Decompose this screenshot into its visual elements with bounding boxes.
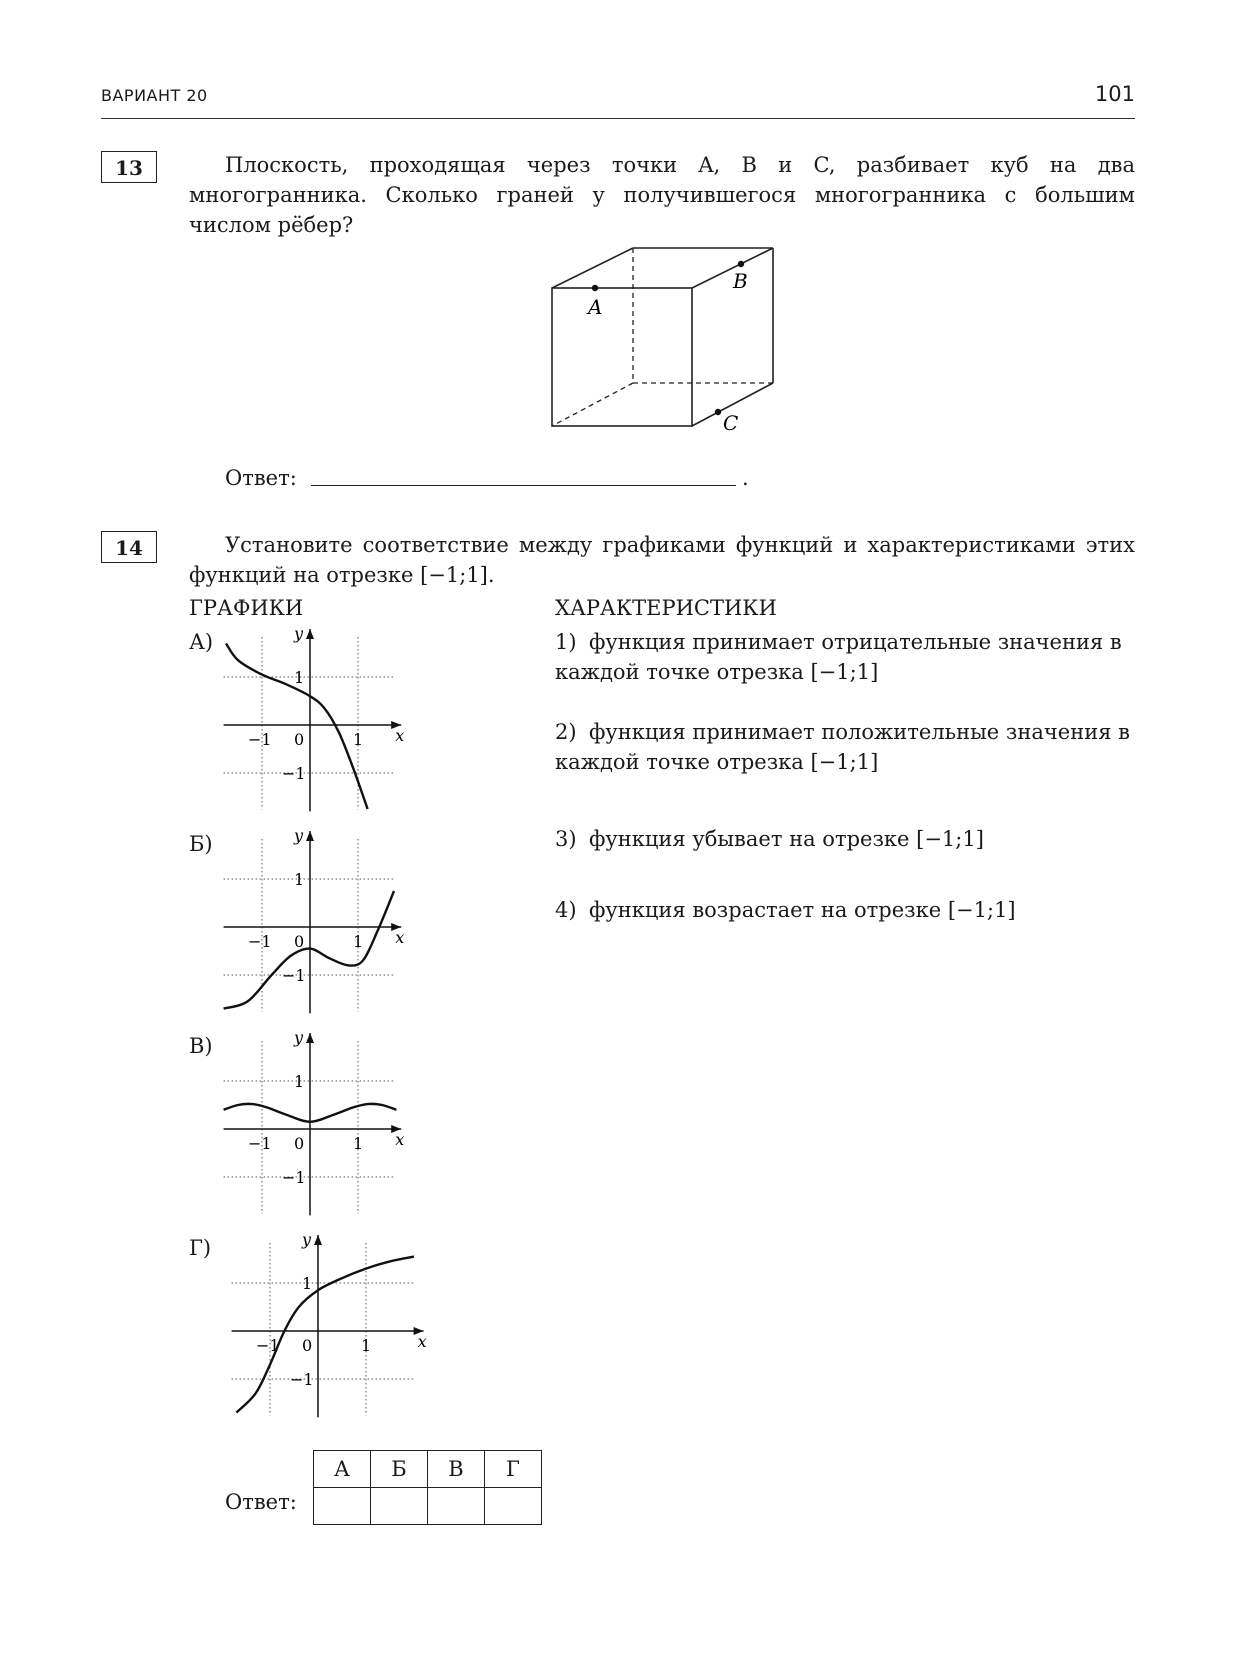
tick-label-x-one: 1 bbox=[353, 1134, 364, 1153]
tick-label-y-minus-one: −1 bbox=[282, 966, 306, 985]
graph-b bbox=[230, 826, 430, 1022]
tick-label-x-one: 1 bbox=[353, 730, 364, 749]
tick-label-x-minus-one: −1 bbox=[248, 730, 272, 749]
header-rule bbox=[101, 118, 1135, 119]
answer-col-g: Г bbox=[485, 1451, 542, 1488]
tick-label-x-one: 1 bbox=[361, 1336, 372, 1355]
answer-cell-a[interactable] bbox=[314, 1488, 371, 1525]
graph-g-label: Г) bbox=[189, 1236, 212, 1260]
point-b-label: B bbox=[733, 269, 748, 293]
characteristics-title: ХАРАКТЕРИСТИКИ bbox=[555, 596, 777, 620]
answer-col-v: В bbox=[428, 1451, 485, 1488]
y-axis-label: y bbox=[294, 624, 304, 643]
characteristic-2: 2) функция принимает положительные значения в каждой точке отрезка [−1;1] bbox=[555, 720, 1130, 774]
tick-label-y-one: 1 bbox=[294, 668, 305, 687]
y-axis-arrow bbox=[314, 1235, 322, 1245]
x-axis-label: x bbox=[417, 1332, 427, 1351]
characteristic-4: 4) функция возрастает на отрезке [−1;1] bbox=[555, 898, 1016, 922]
tick-label-x-one: 1 bbox=[353, 932, 364, 951]
tick-label-y-one: 1 bbox=[302, 1274, 313, 1293]
page-number: 101 bbox=[1094, 82, 1135, 106]
task-14-answer-label: Ответ: bbox=[225, 1490, 297, 1514]
cube-hidden-edge bbox=[552, 383, 633, 426]
graph-a bbox=[230, 624, 430, 820]
answer-table bbox=[313, 1450, 542, 1525]
tick-label-origin: 0 bbox=[302, 1336, 313, 1355]
answer-col-a: А bbox=[314, 1451, 371, 1488]
tick-label-y-minus-one: −1 bbox=[282, 1168, 306, 1187]
tick-label-y-minus-one: −1 bbox=[282, 764, 306, 783]
answer-table-header-row bbox=[314, 1451, 542, 1488]
graph-v-label: В) bbox=[189, 1034, 213, 1058]
point-c-label: C bbox=[723, 411, 739, 435]
running-header: ВАРИАНТ 20 bbox=[101, 86, 208, 105]
tick-label-origin: 0 bbox=[294, 1134, 305, 1153]
x-axis-label: x bbox=[395, 726, 405, 745]
task-13-answer-dot: . bbox=[742, 466, 749, 490]
tick-label-x-minus-one: −1 bbox=[256, 1336, 280, 1355]
graph-v bbox=[230, 1028, 430, 1224]
y-axis-arrow bbox=[306, 629, 314, 639]
tick-label-x-minus-one: −1 bbox=[248, 932, 272, 951]
characteristic-1: 1) функция принимает отрицательные значения в каждой точке отрезка [−1;1] bbox=[555, 630, 1122, 684]
y-axis-label: y bbox=[294, 826, 304, 845]
graph-g bbox=[238, 1230, 438, 1426]
answer-cell-b[interactable] bbox=[371, 1488, 428, 1525]
graphs-title: ГРАФИКИ bbox=[189, 596, 304, 620]
cube-front-face bbox=[552, 288, 692, 426]
cube-diagram bbox=[530, 240, 790, 440]
tick-label-origin: 0 bbox=[294, 730, 305, 749]
task-14-text: Установите соответствие между графиками функций и характеристиками этих функций на отрезке [−1;1]. bbox=[189, 533, 1135, 587]
y-axis-arrow bbox=[306, 1033, 314, 1043]
task-13-text: Плоскость, проходящая через точки A, B и C, разбивает куб на два многогранника. Сколько граней у получившегося многогранника с большим числом рёбер? bbox=[189, 153, 1135, 237]
point-c bbox=[715, 409, 721, 415]
point-a-label: A bbox=[588, 295, 603, 319]
tick-label-y-minus-one: −1 bbox=[290, 1370, 314, 1389]
task-13-number: 13 bbox=[101, 151, 157, 183]
graph-a-label: А) bbox=[189, 630, 214, 654]
y-axis-label: y bbox=[294, 1028, 304, 1047]
tick-label-y-one: 1 bbox=[294, 870, 305, 889]
tick-label-x-minus-one: −1 bbox=[248, 1134, 272, 1153]
answer-cell-v[interactable] bbox=[428, 1488, 485, 1525]
point-a bbox=[592, 285, 598, 291]
x-axis-label: x bbox=[395, 1130, 405, 1149]
task-13-answer-field[interactable] bbox=[311, 485, 736, 486]
y-axis-arrow bbox=[306, 831, 314, 841]
answer-cell-g[interactable] bbox=[485, 1488, 542, 1525]
tick-label-origin: 0 bbox=[294, 932, 305, 951]
function-curve bbox=[236, 1257, 414, 1413]
tick-label-y-one: 1 bbox=[294, 1072, 305, 1091]
task-13-answer-label: Ответ: bbox=[225, 466, 297, 490]
characteristic-3: 3) функция убывает на отрезке [−1;1] bbox=[555, 827, 984, 851]
point-b bbox=[738, 261, 744, 267]
x-axis-label: x bbox=[395, 928, 405, 947]
answer-table-input-row bbox=[314, 1488, 542, 1525]
graph-b-label: Б) bbox=[189, 832, 213, 856]
answer-col-b: Б bbox=[371, 1451, 428, 1488]
y-axis-label: y bbox=[302, 1230, 312, 1249]
cube-edge bbox=[552, 248, 633, 288]
task-14-number: 14 bbox=[101, 531, 157, 563]
